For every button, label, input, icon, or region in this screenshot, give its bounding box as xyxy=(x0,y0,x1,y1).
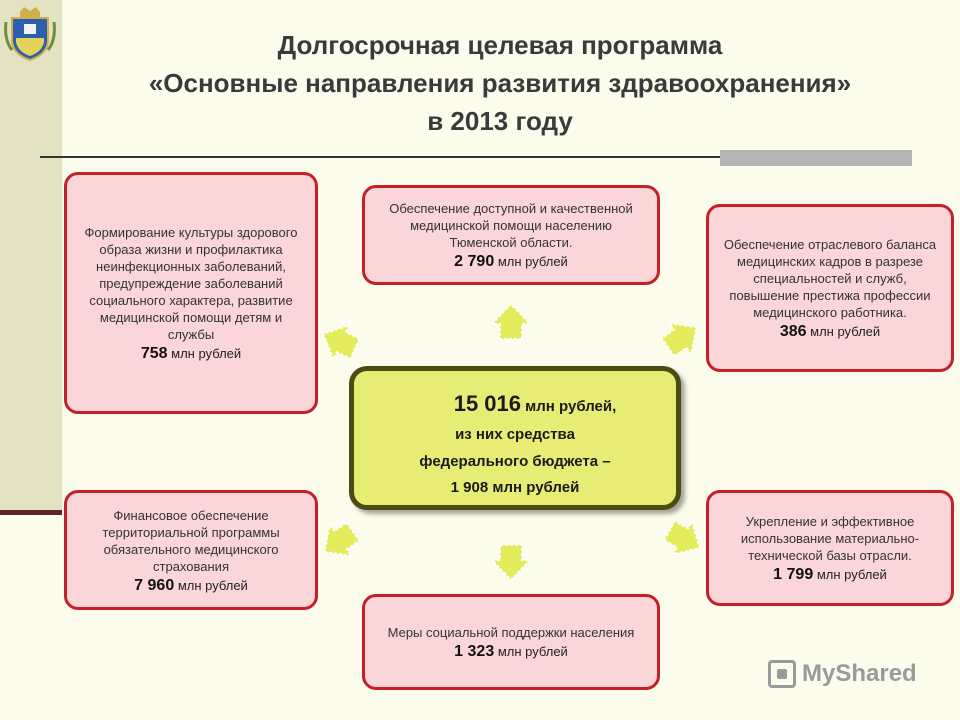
box-insurance-amount xyxy=(134,577,248,594)
box-healthy-lifestyle-value: 758 xyxy=(140,345,168,362)
box-medical-staff-amount xyxy=(780,323,880,340)
box-social-support-unit: млн рублей xyxy=(494,644,568,659)
box-medical-staff-unit: млн рублей xyxy=(806,324,881,339)
arrow-down-left-icon xyxy=(313,516,363,567)
box-social-support-value: 1 323 xyxy=(454,643,495,660)
box-social-support-text: Меры социальной поддержки населения xyxy=(387,625,635,640)
title-line-3: в 2013 году xyxy=(427,106,573,136)
box-social-support-amount xyxy=(454,643,568,660)
box-accessible-care-value: 2 790 xyxy=(454,253,495,270)
box-medical-staff-value: 386 xyxy=(779,323,807,340)
box-material-base-amount xyxy=(773,566,887,583)
center-federal-amount: 1 908 млн рублей xyxy=(450,479,580,496)
box-material-base-unit: млн рублей xyxy=(813,567,887,582)
center-total-box xyxy=(349,366,681,510)
box-material-base xyxy=(706,490,954,606)
box-accessible-care-text: Обеспечение доступной и качественной медицинской помощи населению Тюменской области. xyxy=(389,201,633,250)
center-line-2: из них средства xyxy=(455,426,575,443)
box-insurance-unit: млн рублей xyxy=(174,577,248,593)
arrow-up-icon xyxy=(492,304,530,339)
watermark xyxy=(768,656,917,692)
arrow-down-right-icon xyxy=(660,514,709,564)
box-accessible-care xyxy=(362,185,660,285)
arrow-down-icon xyxy=(492,545,530,580)
arrow-up-left-icon xyxy=(315,317,363,366)
box-medical-staff xyxy=(706,204,954,372)
box-accessible-care-unit: млн рублей xyxy=(494,254,568,269)
box-healthy-lifestyle-amount xyxy=(141,345,241,362)
center-line-3: федерального бюджета – xyxy=(419,453,611,470)
arrow-up-right-icon xyxy=(657,312,707,363)
box-insurance xyxy=(64,490,318,610)
box-healthy-lifestyle xyxy=(64,172,318,414)
box-medical-staff-text: Обеспечение отраслевого баланса медицинских кадров в разрезе специальностей и служб, повышение престижа профессии медицинского работника. xyxy=(723,237,937,320)
myshared-logo-icon xyxy=(768,660,796,688)
box-accessible-care-amount xyxy=(454,253,568,270)
box-insurance-value: 7 960 xyxy=(134,576,175,594)
center-total-value: 15 016 xyxy=(453,391,521,416)
box-social-support xyxy=(362,594,660,690)
box-healthy-lifestyle-unit: млн рублей xyxy=(167,346,242,361)
box-material-base-text: Укрепление и эффективное использование материально-технической базы отрасли. xyxy=(740,514,920,563)
box-material-base-value: 1 799 xyxy=(773,566,814,583)
center-total xyxy=(354,391,676,417)
watermark-text: MyShared xyxy=(802,660,917,687)
box-insurance-text: Финансовое обеспечение территориальной программы обязательного медицинского страхования xyxy=(102,507,280,574)
center-total-unit: млн рублей, xyxy=(521,398,617,415)
title-line-2: «Основные направления развития здравоохранения» xyxy=(148,68,852,98)
box-healthy-lifestyle-text: Формирование культуры здорового образа жизни и профилактика неинфекционных заболеваний, предупреждение заболеваний социального характера, развитие медицинской помощи детям и службы xyxy=(84,225,298,342)
title-line-1: Долгосрочная целевая программа xyxy=(277,30,723,60)
